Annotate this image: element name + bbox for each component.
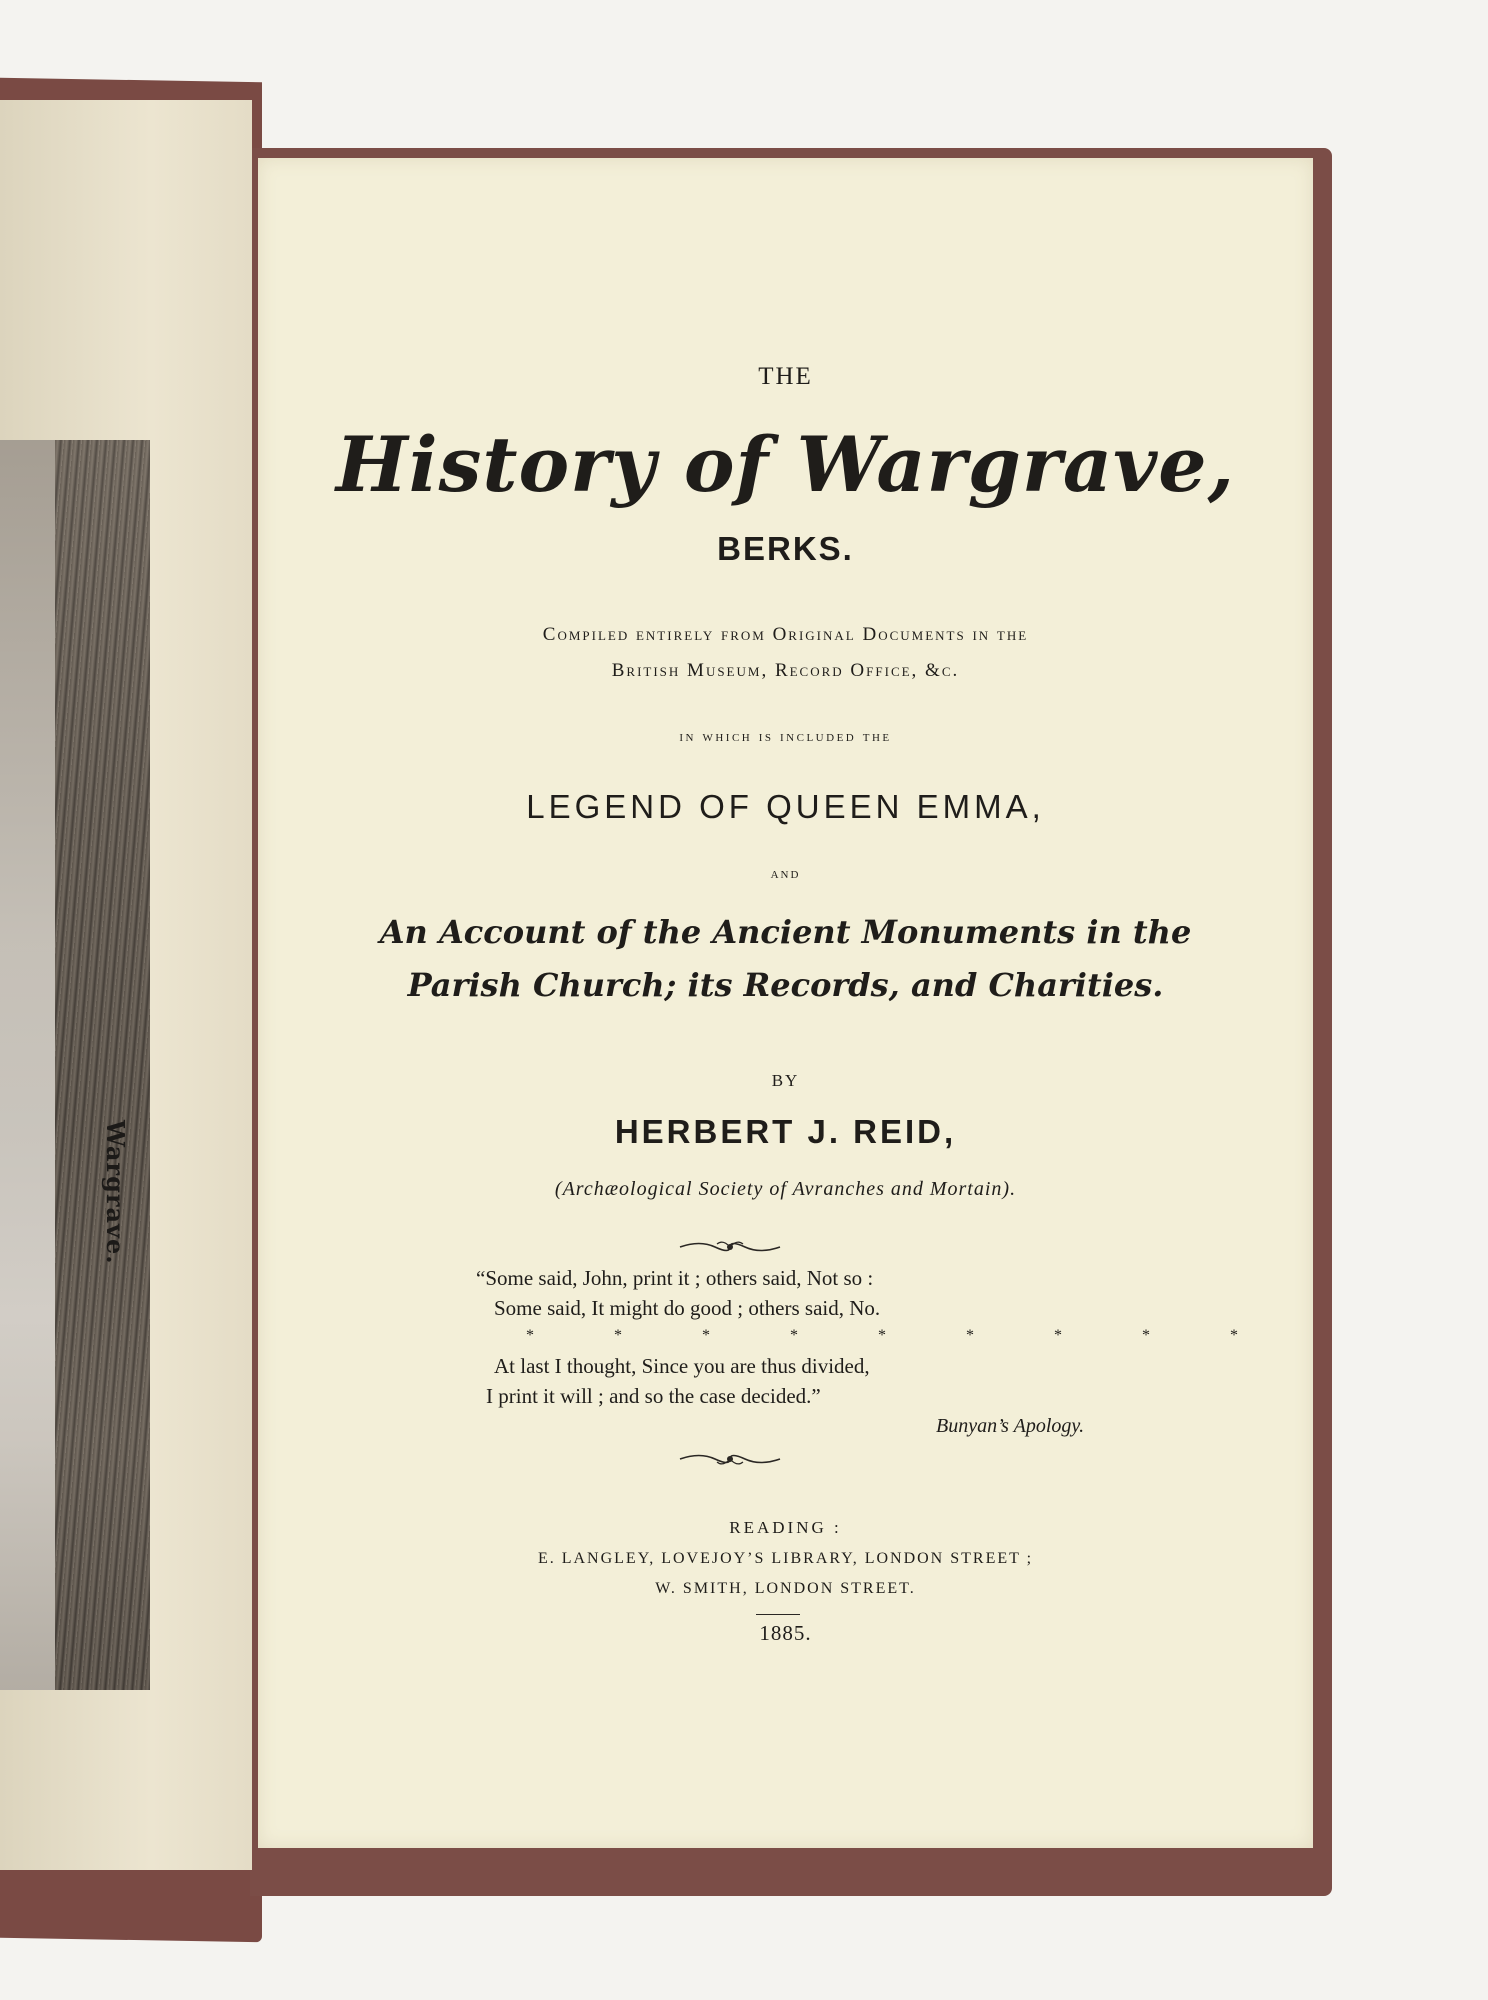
author-affiliation: (Archæological Society of Avranches and Mortain). xyxy=(554,1178,1017,1200)
ornament-divider-top xyxy=(675,1236,785,1258)
ornament-divider-bottom xyxy=(675,1448,785,1470)
compiled-line-2: British Museum, Record Office, &c. xyxy=(611,660,960,681)
frontispiece-photograph xyxy=(0,440,150,1690)
publication-year: 1885. xyxy=(759,1621,812,1645)
account-line-2: Parish Church; its Records, and Charities. xyxy=(407,966,1164,1004)
legend-title: LEGEND OF QUEEN EMMA, xyxy=(526,788,1045,825)
epigraph-attribution: Bunyan’s Apology. xyxy=(936,1415,1085,1437)
imprint-publisher-1: E. LANGLEY, LOVEJOY’S LIBRARY, LONDON STREET ; xyxy=(537,1550,1034,1567)
account-line-1: An Account of the Ancient Monuments in the xyxy=(379,913,1192,951)
title-article: THE xyxy=(758,363,813,390)
imprint-publisher-2: W. SMITH, LONDON STREET. xyxy=(655,1580,916,1597)
plate-caption: Wargrave. xyxy=(101,1120,130,1265)
compiled-line-1: Compiled entirely from Original Documents in the xyxy=(542,624,1029,645)
epigraph-line-1: “Some said, John, print it ; others said, Not so : xyxy=(476,1266,874,1290)
and-line: and xyxy=(770,865,801,882)
imprint-place: READING : xyxy=(729,1518,842,1537)
photo-reeds xyxy=(55,440,150,1690)
epigraph-line-3: At last I thought, Since you are thus divided, xyxy=(494,1354,870,1378)
by-line: BY xyxy=(771,1071,800,1090)
title-page xyxy=(258,158,1313,1848)
epigraph-line-4: I print it will ; and so the case decided.” xyxy=(486,1384,821,1408)
included-line: in which is included the xyxy=(679,728,892,745)
epigraph-line-2: Some said, It might do good ; others said, No. xyxy=(494,1296,881,1320)
author-name: HERBERT J. REID, xyxy=(614,1113,957,1150)
year-rule xyxy=(756,1614,800,1615)
epigraph-stars: * * * * * * * * * xyxy=(526,1327,1276,1344)
photo-river xyxy=(0,440,55,1690)
frontispiece-page xyxy=(0,100,252,1870)
county: BERKS. xyxy=(717,530,854,567)
book-title: History of Wargrave, xyxy=(335,420,1236,509)
